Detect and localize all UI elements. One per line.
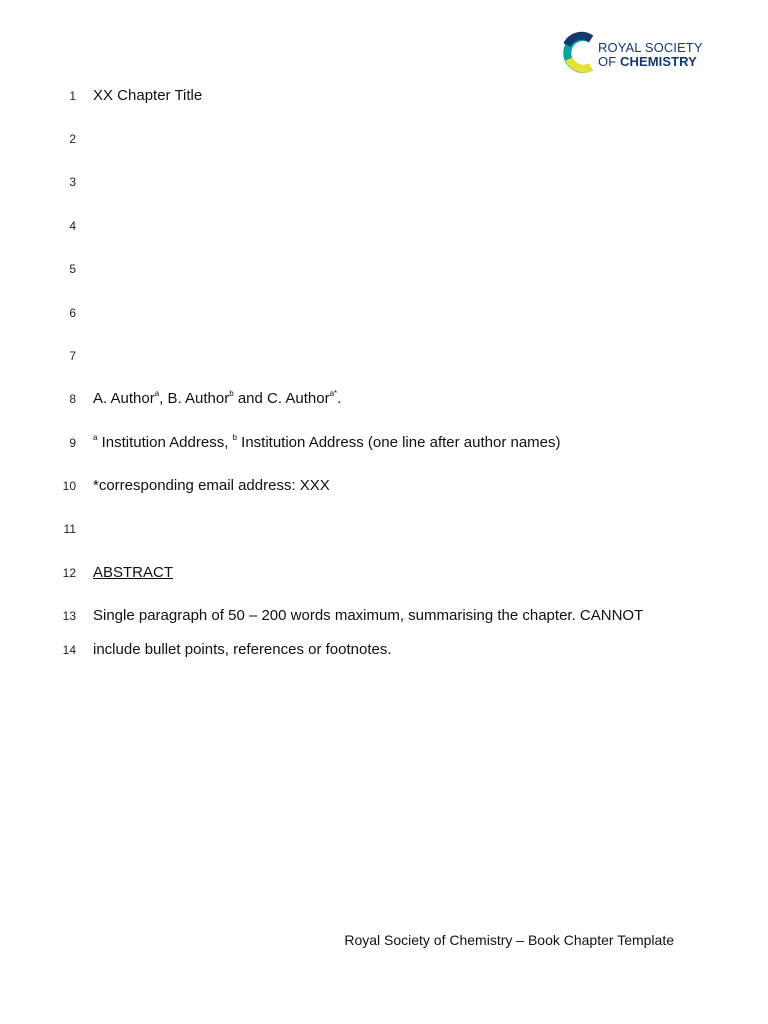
line-number: 14 <box>62 643 76 657</box>
line-number: 8 <box>69 392 76 406</box>
abstract-text-line2: include bullet points, references or footnotes. <box>93 641 392 658</box>
line-number: 11 <box>63 522 76 536</box>
institution-addresses: $^a$ Institution Address, $^b$ Institution Address (one line after author names) <box>93 433 561 451</box>
page-footer: Royal Society of Chemistry – Book Chapter Template <box>344 932 674 948</box>
rsc-logo <box>561 31 711 75</box>
line-number: 4 <box>69 219 76 233</box>
line-number: 10 <box>62 479 76 493</box>
corresponding-email: *corresponding email address: XXX <box>93 477 330 494</box>
abstract-heading: ABSTRACT <box>93 564 174 581</box>
line-number: 7 <box>69 349 76 363</box>
line-number: 1 <box>69 89 76 103</box>
line-number: 12 <box>62 566 76 580</box>
author-list: A. Author$^a$, B. Author$^b$ and C. Author$^{a*}$. <box>93 389 342 407</box>
line-number: 5 <box>69 262 76 276</box>
line-number: 2 <box>69 132 76 146</box>
rsc-logo-mark-icon <box>561 31 597 75</box>
logo-text-line1: ROYAL SOCIETY <box>598 40 703 55</box>
line-number: 9 <box>69 436 76 450</box>
line-number: 6 <box>69 306 76 320</box>
line-number: 3 <box>69 175 76 189</box>
line-number: 13 <box>62 609 76 623</box>
logo-text-line2: OF CHEMISTRY <box>598 54 697 69</box>
abstract-text-line1: Single paragraph of 50 – 200 words maximum, summarising the chapter. CANNOT <box>93 607 644 624</box>
chapter-title: XX Chapter Title <box>93 87 203 104</box>
